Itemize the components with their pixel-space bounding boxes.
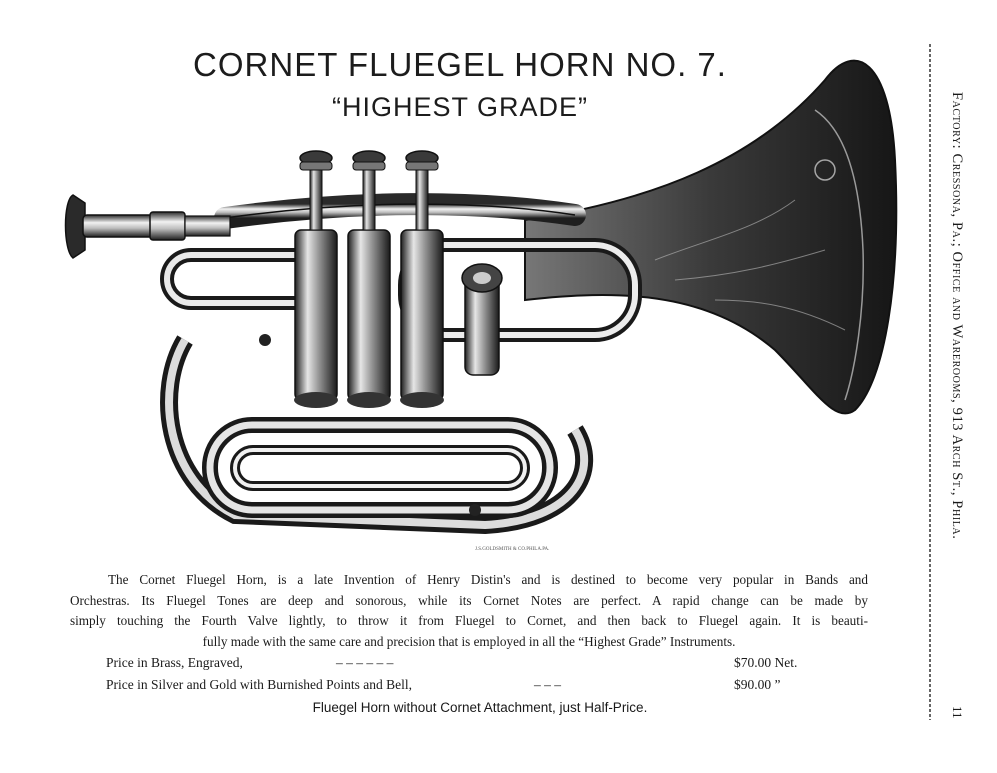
price-leaders: – – – [534, 677, 561, 692]
fluegel-horn-illustration [55, 50, 905, 570]
description-line: The Cornet Fluegel Horn, is a late Invention of Henry Distin's and is destined to become very popular in Bands and [108, 572, 868, 587]
price-amount: $70.00 Net. [734, 655, 798, 670]
page-number: 11 [950, 706, 965, 719]
page-title: CORNET FLUEGEL HORN NO. 7. [193, 46, 727, 83]
price-leaders: – – – – – – [336, 655, 394, 670]
sidebar-divider [929, 44, 931, 720]
valve-section [294, 151, 502, 408]
description-line: simply touching the Fourth Valve lightly, to throw it from Fluegel to Cornet, and then back to Fluegel again. It is beauti- [70, 613, 868, 629]
product-description [70, 570, 868, 652]
price-label: Price in Silver and Gold with Burnished Points and Bell, [106, 677, 412, 692]
horn-bell [525, 61, 896, 414]
price-row-silver-gold [106, 677, 826, 697]
price-label: Price in Brass, Engraved, [106, 655, 243, 670]
description-line: fully made with the same care and precision that is employed in all the “Highest Grade” Instruments. [202, 633, 736, 649]
price-row-brass [106, 655, 826, 675]
page-subtitle: “HIGHEST GRADE” [331, 92, 589, 122]
price-amount: $90.00 ” [734, 677, 781, 692]
half-price-note: Fluegel Horn without Cornet Attachment, just Half-Price. [312, 700, 648, 715]
description-line: Orchestras. Its Fluegel Tones are deep and sonorous, while its Cornet Notes are perfect. A rapid change can be made by [70, 592, 868, 608]
engraver-credit: J.S.GOLDSMITH & CO.PHILA.PA. [475, 547, 550, 552]
sidebar-address: Factory: Cressona, Pa.; Office and Warerooms, 913 Arch St., Phila. [949, 92, 965, 540]
